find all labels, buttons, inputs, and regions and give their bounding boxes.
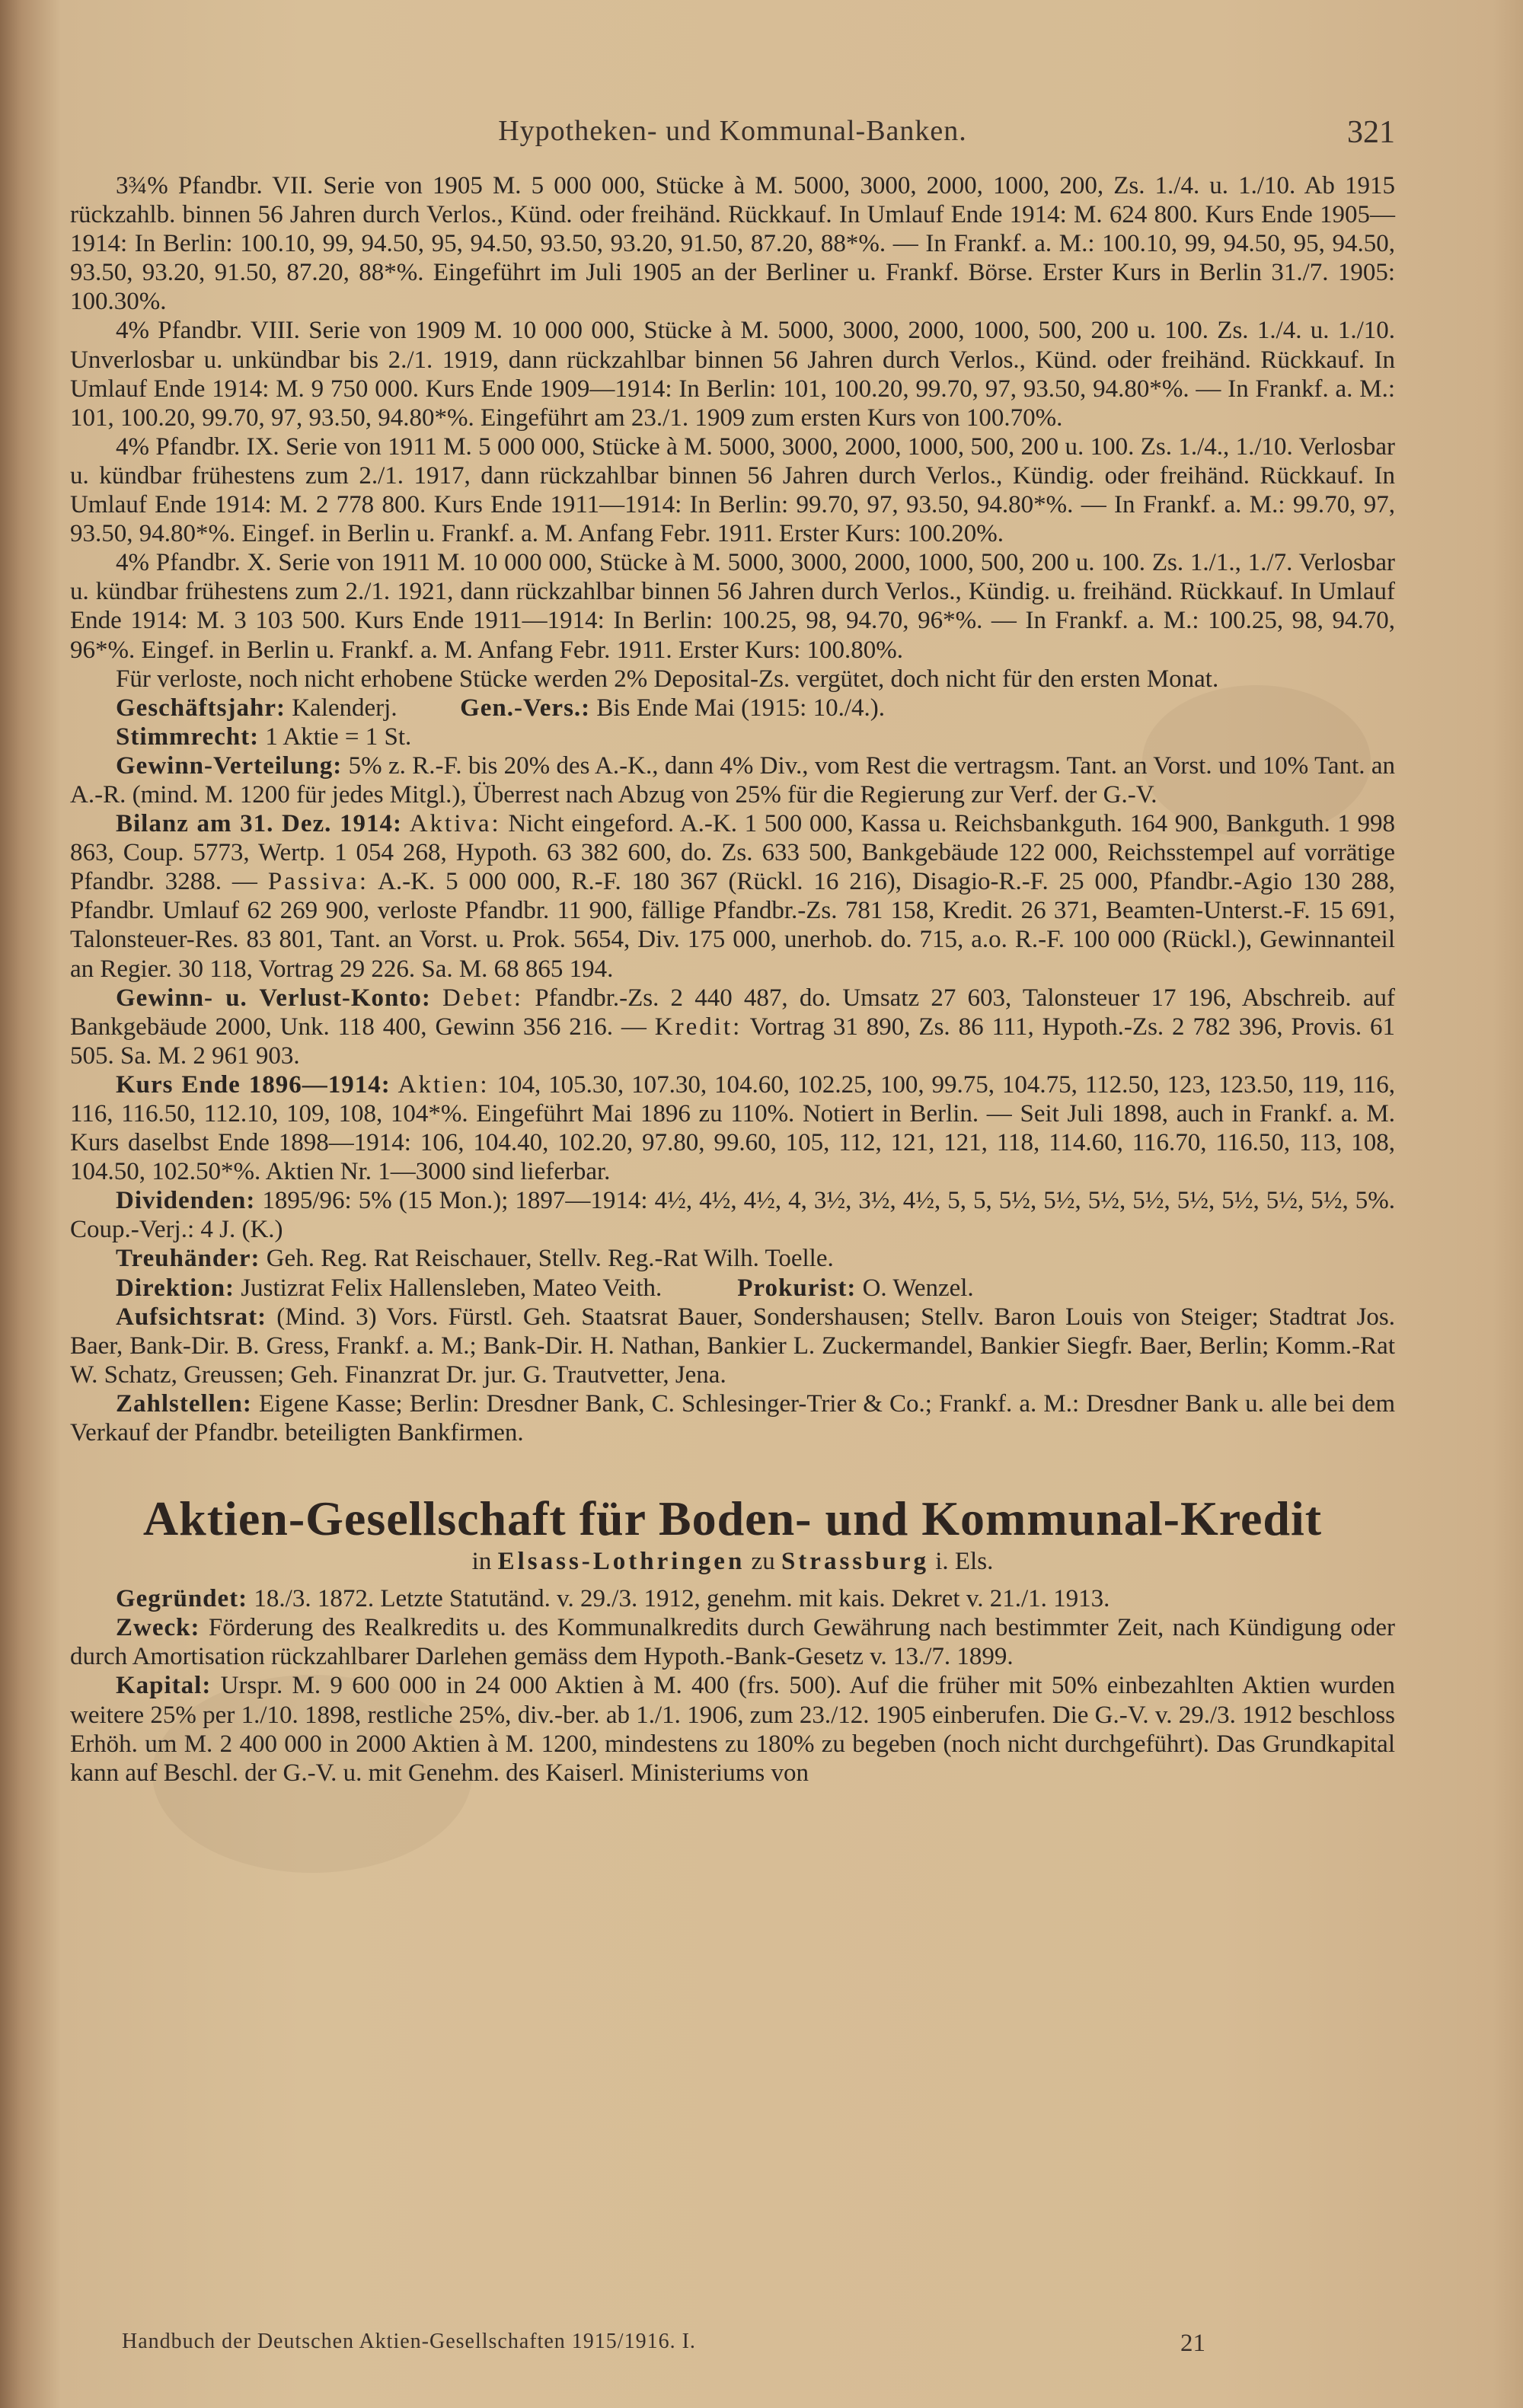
- treuhaender-label: Treuhänder:: [116, 1245, 260, 1273]
- stimmrecht-label: Stimmrecht:: [116, 722, 260, 751]
- zweck: [70, 1613, 1395, 1671]
- footer-book-title: Handbuch der Deutschen Aktien-Gesellschaften 1915/1916. I.: [122, 2330, 696, 2353]
- bilanz-label: Bilanz am 31. Dez. 1914:: [116, 810, 403, 838]
- gegruendet-value: 18./3. 1872. Letzte Statutänd. v. 29./3. 1912, genehm. mit kais. Dekret v. 21./1. 1913.: [254, 1585, 1110, 1613]
- dividenden: [70, 1186, 1395, 1244]
- paragraph-pfandbr-x: 4% Pfandbr. X. Serie von 1911 M. 10 000 000, Stücke à M. 5000, 3000, 2000, 1000, 500, 200 u. 100. Zs. 1./1., 1./7. Verlosbar u. kündbar frühestens zum 2./1. 1921, dann rückzahlbar binnen 56 Jahren durch Verlos., Kündig. u. freihänd. Rückkauf. In Umlauf Ende 1914: M. 3 103 500. Kurs Ende 1911—1914: In Berlin: 100.25, 98, 94.70, 96*%. — In Frankf. a. M.: 100.25, 98, 94.70, 96*%. Eingef. in Berlin u. Frankf. a. M. Anfang Febr. 1911. Erster Kurs: 100.80%.: [70, 549, 1395, 664]
- zweck-value: Förderung des Realkredits u. des Kommunalkredits durch Gewährung nach bestimmter Zeit, nach Kündigung oder durch Amortisation rückzahlbarer Darlehen gemäss dem Hypoth.-Bank-Gesetz v. 13./7. 1899.: [70, 1614, 1395, 1671]
- guv-kredit-value: Vortrag 31 890, Zs. 86 111, Hypoth.-Zs. 2 782 396, Provis. 61 505. Sa. M. 2 961 903.: [70, 1013, 1396, 1070]
- running-head: [70, 114, 1395, 160]
- dividenden-value: 1895/96: 5% (15 Mon.); 1897—1914: 4½, 4½, 4½, 4, 3½, 3½, 4½, 5, 5, 5½, 5½, 5½, 5½, 5½, 5½, 5½, 5½, 5%. Coup.-Verj.: 4 J. (K.): [70, 1187, 1395, 1244]
- gewinn-verteilung: [70, 751, 1395, 809]
- aufsichtsrat-label: Aufsichtsrat:: [116, 1303, 267, 1331]
- kurs-aktien-label: Aktien:: [398, 1070, 490, 1099]
- section-heading: Aktien-Gesellschaft für Boden- und Kommunal-Kredit: [142, 1491, 1323, 1546]
- guv-debet-label: Debet:: [442, 984, 524, 1012]
- kurs-label: Kurs Ende 1896—1914:: [116, 1070, 391, 1099]
- bilanz-passiva-value: A.-K. 5 000 000, R.-F. 180 367 (Rückl. 16 216), Disagio-R.-F. 25 000, Pfandbr.-Agio 130 288, Pfandbr. Umlauf 62 269 900, verloste Pfandbr. 11 900, fällige Pfandbr.-Zs. 781 158, Kredit. 26 371, Beamten-Unterst.-F. 15 691, Talonsteuer-Res. 83 801, Tant. an Vorst. u. Prok. 5654, Div. 175 000, unerhob. do. 715, a.o. R.-F. 100 000 (Rückl.), Gewinnanteil an Regier. 30 118, Vortrag 29 226. Sa. M. 68 865 194.: [70, 868, 1396, 983]
- sub-place: Elsass-Lothringen: [497, 1548, 746, 1576]
- bilanz-passiva-label: Passiva:: [267, 868, 369, 896]
- guv-kredit-label: Kredit:: [654, 1013, 742, 1041]
- gewinn-label: Gewinn-Verteilung:: [116, 751, 343, 780]
- paragraph-verloste: Für verloste, noch nicht erhobene Stücke werden 2% Deposital-Zs. vergütet, doch nicht für den ersten Monat.: [116, 665, 1219, 693]
- kurs-ende: [70, 1070, 1395, 1186]
- direktion-value: Justizrat Felix Hallensleben, Mateo Veith.: [241, 1274, 663, 1302]
- bilanz: [70, 809, 1395, 984]
- treuhaender-value: Geh. Reg. Rat Reischauer, Stellv. Reg.-Rat Wilh. Toelle.: [266, 1245, 834, 1273]
- dividenden-label: Dividenden:: [116, 1187, 256, 1215]
- kurs-value: 104, 105.30, 107.30, 104.60, 102.25, 100, 99.75, 104.75, 112.50, 123, 123.50, 119, 116, 116, 116.50, 112.10, 109, 108, 104*%. Eingeführt Mai 1896 zu 110%. Notiert in Berlin. — Seit Juli 1898, auch in Frankf. a. M. Kurs daselbst Ende 1898—1914: 106, 104.40, 102.20, 97.80, 99.60, 105, 112, 121, 121, 118, 114.60, 116.70, 116.50, 113, 108, 104.50, 102.50*%. Aktien Nr. 1—3000 sind lieferbar.: [70, 1070, 1396, 1186]
- gegruendet: [70, 1584, 1395, 1613]
- zweck-label: Zweck:: [116, 1614, 200, 1642]
- direktion: [70, 1274, 1395, 1303]
- geschaeftsjahr-label: Geschäftsjahr:: [116, 694, 286, 722]
- prokurist-value: O. Wenzel.: [862, 1274, 974, 1302]
- geschaeftsjahr-value: Kalenderj.: [292, 694, 398, 722]
- page-footer: [122, 2330, 1340, 2360]
- prokurist-label: Prokurist:: [737, 1274, 857, 1302]
- stimmrecht-line: [70, 722, 1395, 751]
- gen-vers-label: Gen.-Vers.:: [460, 694, 591, 722]
- gewinn-value: 5% z. R.-F. bis 20% des A.-K., dann 4% Div., vom Rest die vertragsm. Tant. an Vorst. und 10% Tant. an A.-R. (mind. M. 1200 für jedes Mitgl.), Überrest nach Abzug von 25% für die Regierung zur Verf. der G.-V.: [70, 751, 1395, 809]
- body-text: [70, 171, 1395, 1788]
- page-number: 321: [1347, 115, 1395, 150]
- zahlstellen: [70, 1389, 1395, 1447]
- sub-mid: zu: [751, 1548, 775, 1576]
- sub-suffix: i. Els.: [935, 1548, 994, 1576]
- direktion-label: Direktion:: [116, 1274, 235, 1302]
- sub-prefix: in: [471, 1548, 492, 1576]
- guv-debet-value: Pfandbr.-Zs. 2 440 487, do. Umsatz 27 603, Talonsteuer 17 196, Abschreib. auf Bankgebäude 2000, Unk. 118 400, Gewinn 356 216. —: [70, 984, 1396, 1041]
- kapital: [70, 1671, 1395, 1787]
- paragraph-pfandbr-vii: 3¾% Pfandbr. VII. Serie von 1905 M. 5 000 000, Stücke à M. 5000, 3000, 2000, 1000, 200, Zs. 1./4. u. 1./10. Ab 1915 rückzahlb. binnen 56 Jahren durch Verlos., Künd. oder freihänd. Rückkauf. In Umlauf Ende 1914: M. 624 800. Kurs Ende 1905—1914: In Berlin: 100.10, 99, 94.50, 95, 94.50, 93.50, 93.20, 91.50, 87.20, 88*%. — In Frankf. a. M.: 100.10, 99, 94.50, 95, 94.50, 93.50, 93.20, 91.50, 87.20, 88*%. Eingeführt im Juli 1905 an der Berliner u. Frankf. Börse. Erster Kurs in Berlin 31./7. 1905: 100.30%.: [70, 172, 1395, 316]
- page-title: Hypotheken- und Kommunal-Banken.: [498, 115, 967, 147]
- stimmrecht-value: 1 Aktie = 1 St.: [265, 722, 412, 751]
- section-subheading: [70, 1546, 1395, 1577]
- geschaeftsjahr-line: [70, 694, 1395, 722]
- bilanz-aktiva-label: Aktiva:: [409, 810, 501, 838]
- sub-city: Strassburg: [781, 1548, 929, 1576]
- gewinn-verlust-konto: [70, 984, 1395, 1070]
- treuhaender: [70, 1244, 1395, 1273]
- footer-signature: 21: [1180, 2330, 1205, 2357]
- kapital-value: Urspr. M. 9 600 000 in 24 000 Aktien à M. 400 (frs. 500). Auf die früher mit 50% einbezahlten Aktien wurden weitere 25% per 1./10. 1898, restliche 25%, div.-ber. ab 1./1. 1906, zum 23./12. 1905 einberufen. Die G.-V. v. 29./3. 1912 beschloss Erhöh. um M. 2 400 000 in 2000 Aktien à M. 1200, mindestens zu 180% zu begeben (noch nicht durchgeführt). Das Grundkapital kann auf Beschl. der G.-V. u. mit Genehm. des Kaiserl. Ministeriums von: [70, 1672, 1395, 1787]
- paragraph-pfandbr-viii: 4% Pfandbr. VIII. Serie von 1909 M. 10 000 000, Stücke à M. 5000, 3000, 2000, 1000, 500, 200 u. 100. Zs. 1./4. u. 1./10. Unverlosbar u. unkündbar bis 2./1. 1919, dann rückzahlbar binnen 56 Jahren durch Verlos., Künd. oder freihänd. Rückkauf. In Umlauf Ende 1914: M. 9 750 000. Kurs Ende 1909—1914: In Berlin: 101, 100.20, 99.70, 97, 93.50, 94.80*%. — In Frankf. a. M.: 101, 100.20, 99.70, 97, 93.50, 94.80*%. Eingeführt am 23./1. 1909 zum ersten Kurs von 100.70%.: [70, 317, 1395, 432]
- kapital-label: Kapital:: [116, 1672, 212, 1700]
- aufsichtsrat: [70, 1303, 1395, 1389]
- bilanz-aktiva-value: Nicht eingeford. A.-K. 1 500 000, Kassa u. Reichsbankguth. 164 900, Bankguth. 1 998 863, Coup. 5773, Wertp. 1 054 268, Hypoth. 63 382 600, do. Zs. 633 500, Bankgebäude 122 000, Reichsstempel auf vorrätige Pfandbr. 3288. —: [70, 810, 1396, 896]
- zahlstellen-value: Eigene Kasse; Berlin: Dresdner Bank, C. Schlesinger-Trier & Co.; Frankf. a. M.: Dresdner Bank u. alle bei dem Verkauf der Pfandbr. beteiligten Bankfirmen.: [70, 1389, 1395, 1447]
- gen-vers-value: Bis Ende Mai (1915: 10./4.).: [596, 694, 885, 722]
- gegruendet-label: Gegründet:: [116, 1585, 248, 1613]
- zahlstellen-label: Zahlstellen:: [116, 1389, 252, 1418]
- aufsichtsrat-value: (Mind. 3) Vors. Fürstl. Geh. Staatsrat Bauer, Sondershausen; Stellv. Baron Louis von Steiger; Stadtrat Jos. Baer, Bank-Dir. B. Gress, Frankf. a. M.; Bank-Dir. H. Nathan, Bankier L. Zuckermandel, Bankier Siegfr. Baer, Berlin; Komm.-Rat W. Schatz, Greussen; Geh. Finanzrat Dr. jur. G. Trautvetter, Jena.: [70, 1303, 1396, 1389]
- guv-label: Gewinn- u. Verlust-Konto:: [116, 984, 431, 1012]
- paragraph-pfandbr-ix: 4% Pfandbr. IX. Serie von 1911 M. 5 000 000, Stücke à M. 5000, 3000, 2000, 1000, 500, 200 u. 100. Zs. 1./4., 1./10. Verlosbar u. kündbar frühestens zum 2./1. 1917, dann rückzahlbar binnen 56 Jahren durch Verlos., Kündig. oder freihänd. Rückkauf. In Umlauf Ende 1914: M. 2 778 800. Kurs Ende 1911—1914: In Berlin: 99.70, 97, 93.50, 94.80*%. — In Frankf. a. M.: 99.70, 97, 93.50, 94.80*%. Eingef. in Berlin u. Frankf. a. M. Anfang Febr. 1911. Erster Kurs: 100.20%.: [70, 432, 1395, 548]
